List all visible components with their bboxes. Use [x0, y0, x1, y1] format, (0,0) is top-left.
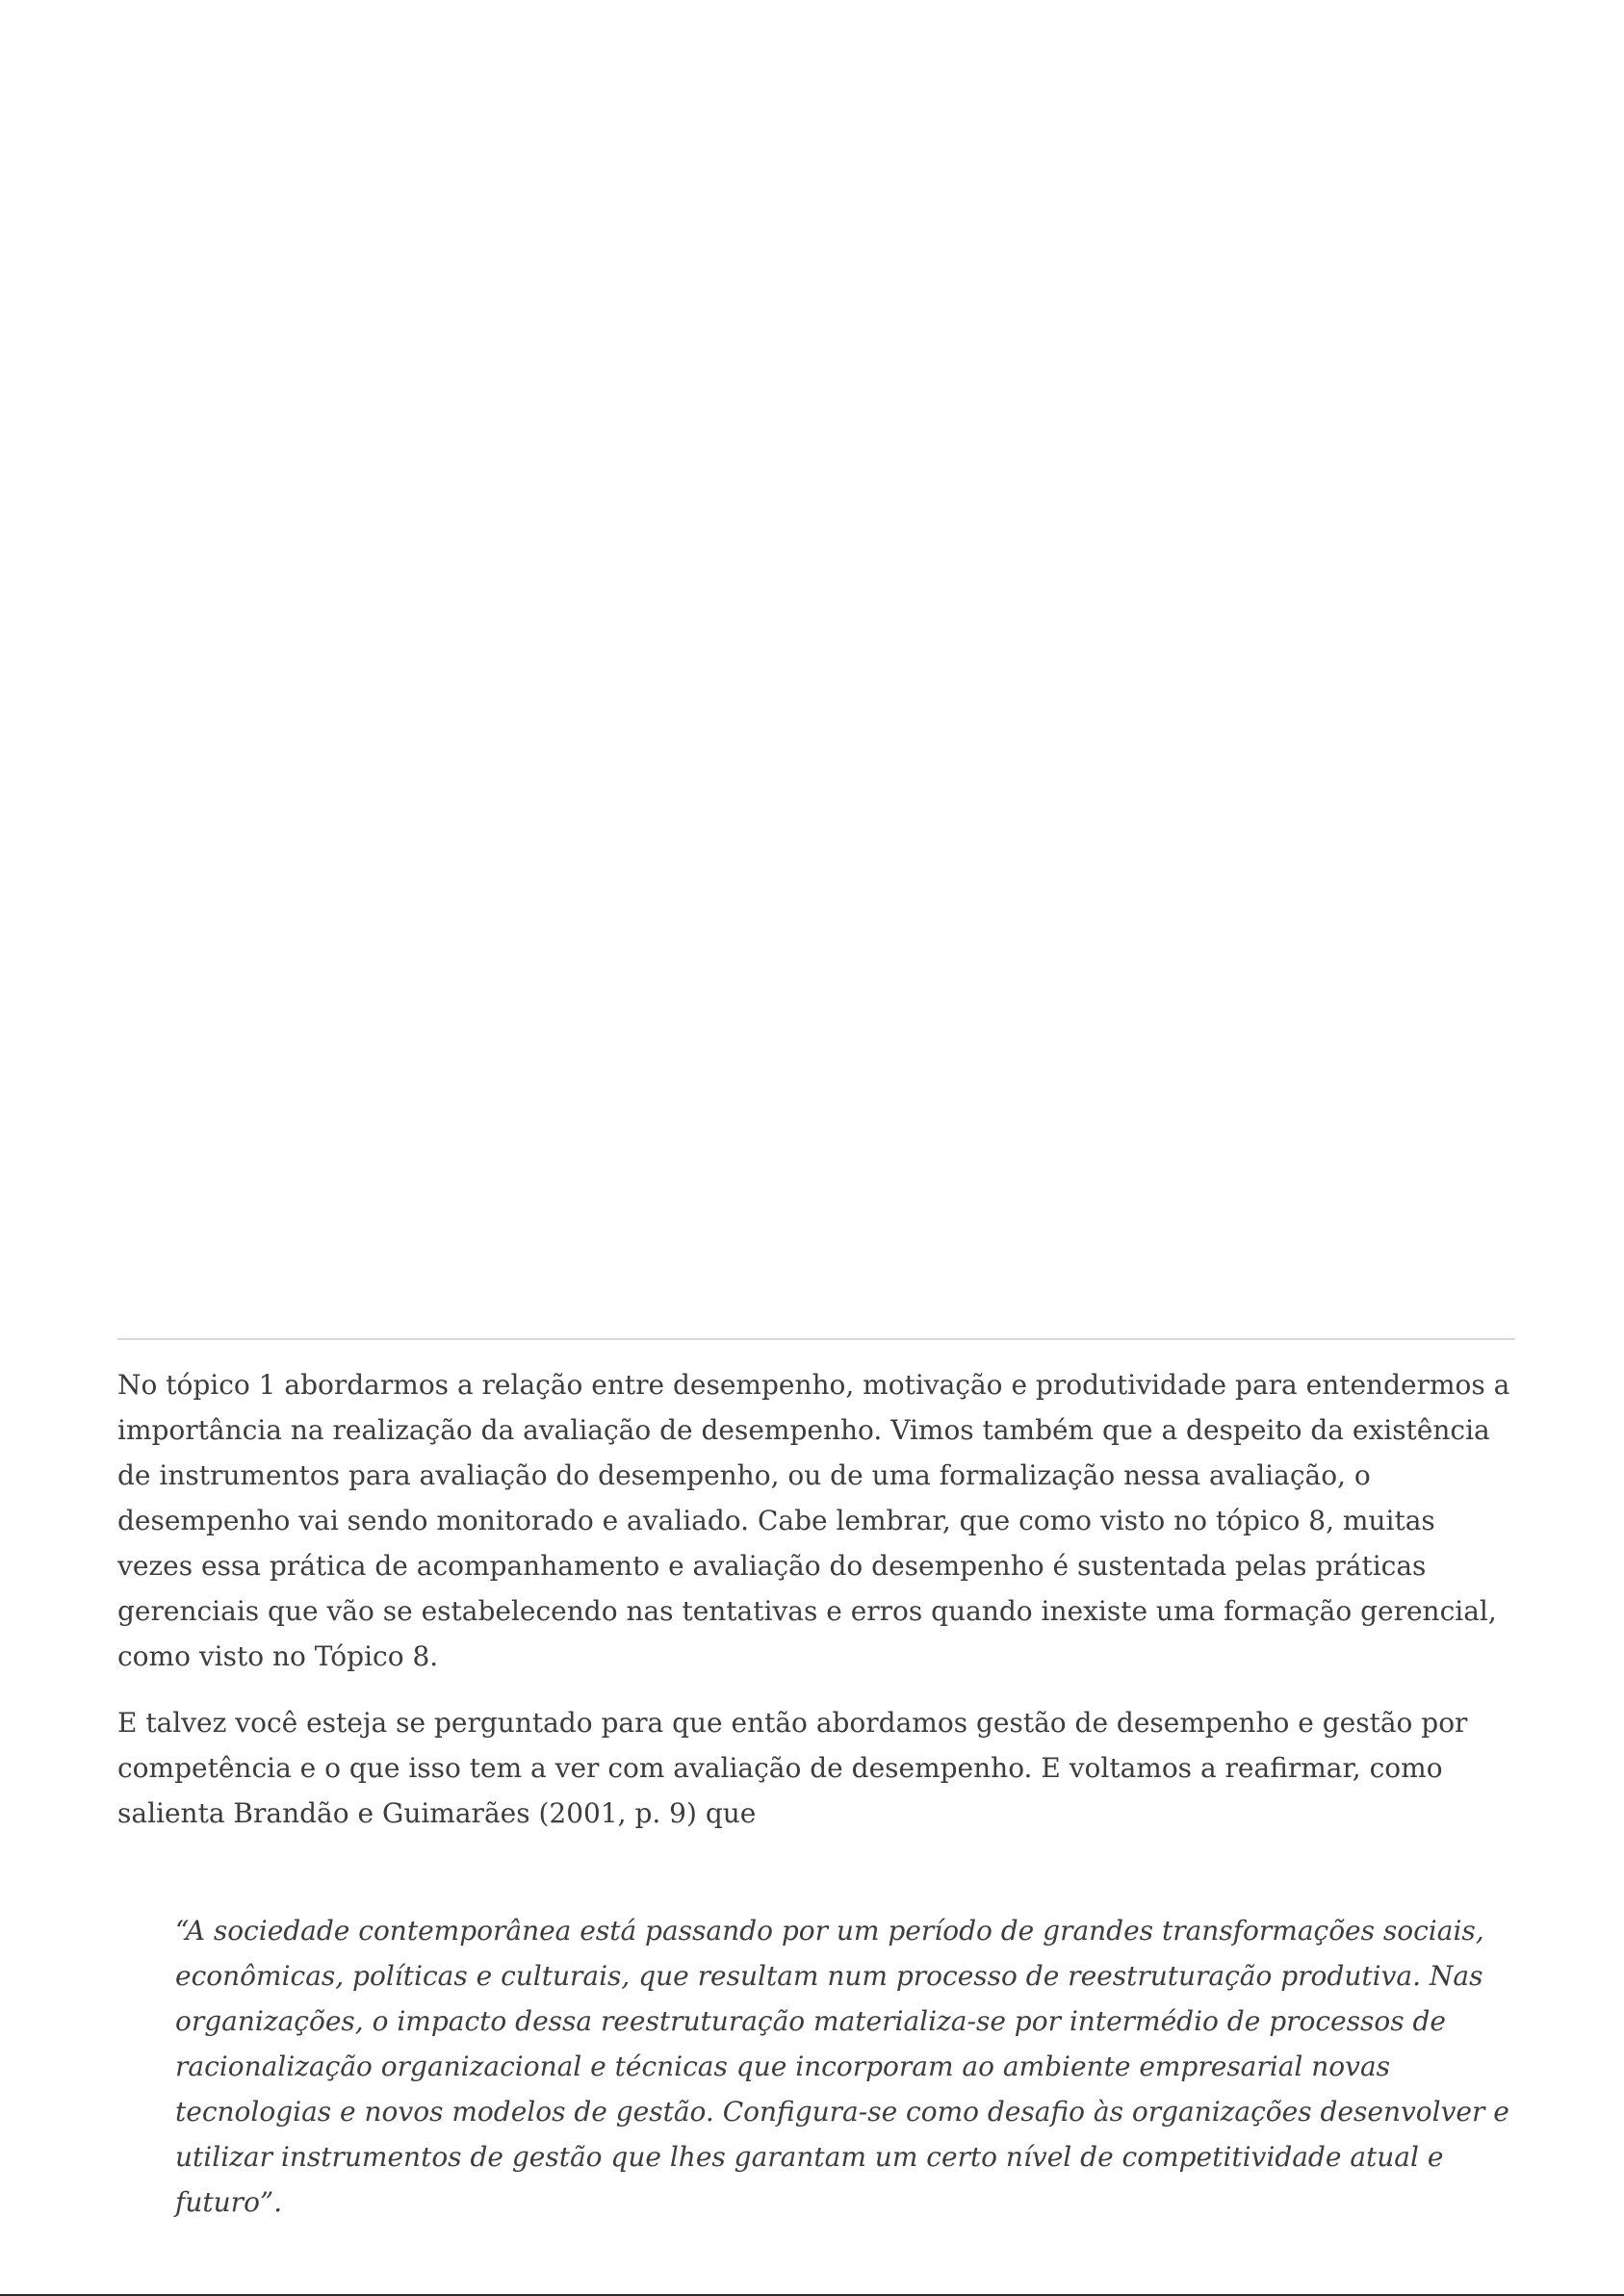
section-divider: [117, 1338, 1515, 1340]
paragraph-competence-question: E talvez você esteja se perguntado para que então abordamos gestão de desempenho e gestão por competência e o que isso tem a ver com avaliação de desempenho. E voltamos a reafirmar, como salienta Brandão e Guimarães (2001, p. 9) que: [117, 1707, 1468, 1829]
paragraph-topic-1-summary: No tópico 1 abordarmos a relação entre desempenho, motivação e produtividade para entendermos a importância na realização da avaliação de desempenho. Vimos também que a despeito da existência de instrumentos para avaliação do desempenho, ou de uma formalização nessa avaliação, o desempenho vai sendo monitorado e avaliado. Cabe lembrar, que como visto no tópico 8, muitas vezes essa prática de acompanhamento e avaliação do desempenho é sustentada pelas práticas gerenciais que vão se estabelecendo nas tentativas e erros quando inexiste uma formação gerencial, como visto no Tópico 8.: [117, 1369, 1510, 1672]
block-quote: “A sociedade contemporânea está passando por um período de grandes transformações sociais, econômicas, políticas e culturais, que resultam num processo de reestruturação produtiva. Nas organizações, o impacto dessa reestruturação materializa-se por intermédio de processos de racionalização organizacional e técnicas que incorporam ao ambiente empresarial novas tecnologias e novos modelos de gestão. Configura-se como desafio às organizações desenvolver e utilizar instrumentos de gestão que lhes garantam um certo nível de competitividade atual e futuro”.: [175, 1915, 1509, 2218]
document-content: [117, 1362, 1515, 2225]
